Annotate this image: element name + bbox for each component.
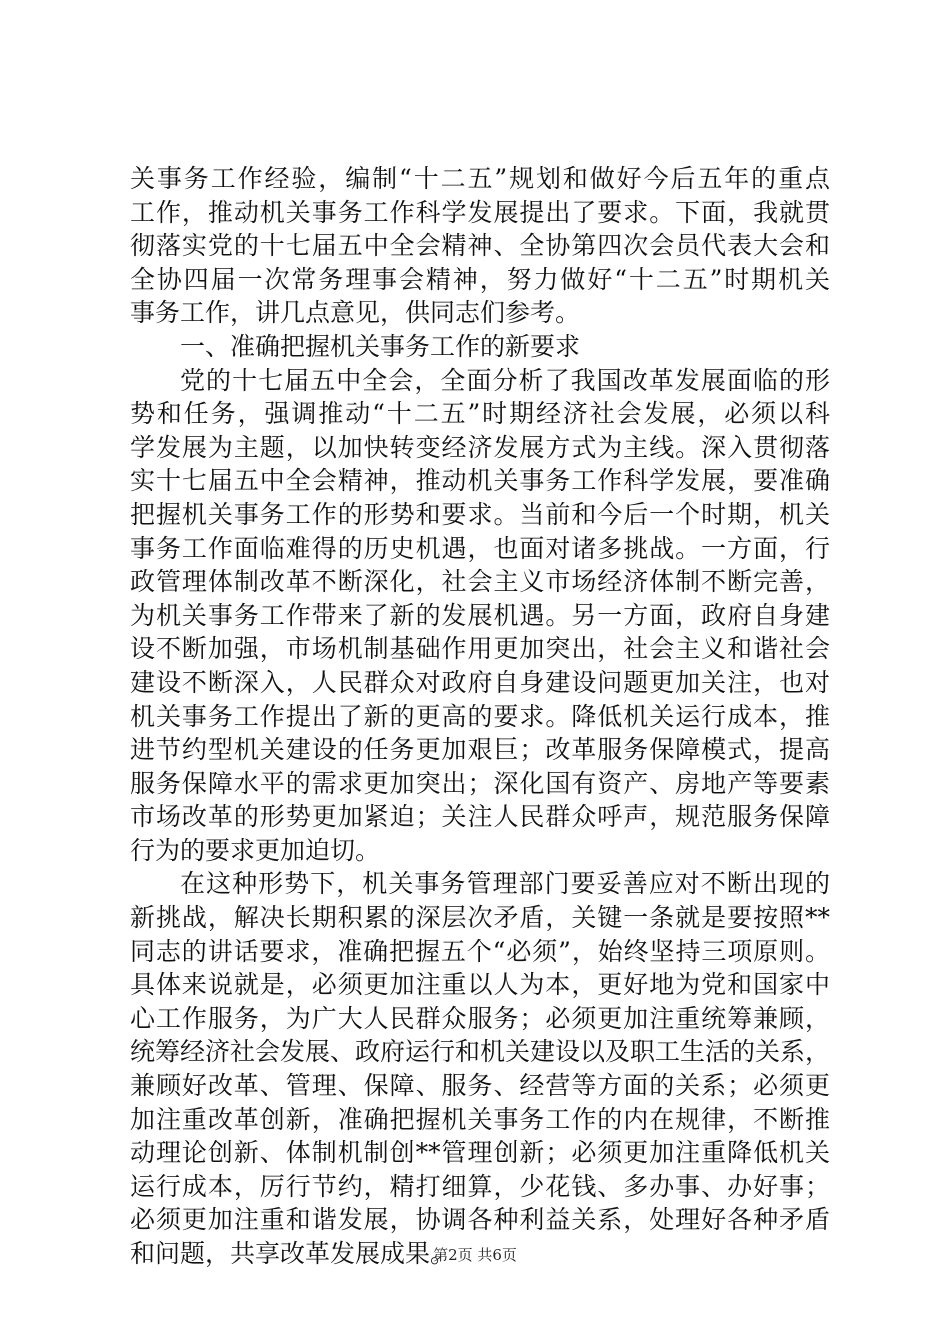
text-line: 加注重改革创新，准确把握机关事务工作的内在规律，不断推 (130, 1104, 830, 1134)
page-number-label: 第2页 共6页 (433, 1246, 517, 1264)
text-line: 建设不断深入，人民群众对政府自身建设问题更加关注，也对 (130, 667, 830, 697)
text-line: 把握机关事务工作的形势和要求。当前和今后一个时期，机关 (130, 499, 830, 529)
text-line: 势和任务，强调推动“十二五”时期经济社会发展，必须以科 (130, 399, 830, 429)
text-line: 关事务工作经验，编制“十二五”规划和做好今后五年的重点 (130, 164, 830, 193)
text-line: 全协四届一次常务理事会精神，努力做好“十二五”时期机关 (130, 264, 830, 294)
text-line: 学发展为主题，以加快转变经济发展方式为主线。深入贯彻落 (130, 432, 830, 462)
text-line: 机关事务工作提出了新的更高的要求。降低机关运行成本，推 (130, 701, 830, 731)
text-line: 事务工作面临难得的历史机遇，也面对诸多挑战。一方面，行 (130, 533, 830, 563)
text-line: 运行成本，厉行节约，精打细算，少花钱、多办事、办好事； (130, 1171, 830, 1201)
text-line: 同志的讲话要求，准确把握五个“必须”，始终坚持三项原则。 (130, 936, 830, 966)
page-footer (0, 1245, 950, 1265)
text-line: 必须更加注重和谐发展，协调各种利益关系，处理好各种矛盾 (130, 1205, 830, 1235)
text-line: 设不断加强，市场机制基础作用更加突出，社会主义和谐社会 (130, 634, 830, 664)
text-line: 政管理体制改革不断深化，社会主义市场经济体制不断完善， (130, 567, 830, 597)
text-line: 心工作服务，为广大人民群众服务；必须更加注重统筹兼顾， (130, 1003, 830, 1033)
text-line: 彻落实党的十七届五中全会精神、全协第四次会员代表大会和 (130, 231, 830, 261)
text-line: 市场改革的形势更加紧迫；关注人民群众呼声，规范服务保障 (130, 802, 830, 832)
text-line: 一、准确把握机关事务工作的新要求 (180, 331, 581, 361)
text-line: 服务保障水平的需求更加突出；深化国有资产、房地产等要素 (130, 768, 830, 798)
text-line: 进节约型机关建设的任务更加艰巨；改革服务保障模式，提高 (130, 735, 830, 765)
text-line: 行为的要求更加迫切。 (130, 835, 381, 865)
text-line: 实十七届五中全会精神，推动机关事务工作科学发展，要准确 (130, 466, 830, 496)
text-line: 具体来说就是，必须更加注重以人为本，更好地为党和国家中 (130, 970, 830, 1000)
text-line: 工作，推动机关事务工作科学发展提出了要求。下面，我就贯 (130, 197, 830, 227)
text-line: 和问题，共享改革发展成果。 (130, 1239, 456, 1268)
text-line: 为机关事务工作带来了新的发展机遇。另一方面，政府自身建 (130, 600, 830, 630)
text-line: 事务工作，讲几点意见，供同志们参考。 (130, 298, 581, 328)
text-line: 党的十七届五中全会，全面分析了我国改革发展面临的形 (180, 365, 830, 395)
text-line: 在这种形势下，机关事务管理部门要妥善应对不断出现的 (180, 869, 830, 899)
text-line: 新挑战，解决长期积累的深层次矛盾，关键一条就是要按照** (130, 903, 830, 933)
text-line: 兼顾好改革、管理、保障、服务、经营等方面的关系；必须更 (130, 1071, 830, 1101)
document-body (130, 162, 830, 1271)
text-line: 统筹经济社会发展、政府运行和机关建设以及职工生活的关系， (130, 1037, 830, 1067)
text-line: 动理论创新、体制机制创**管理创新；必须更加注重降低机关 (130, 1138, 830, 1168)
